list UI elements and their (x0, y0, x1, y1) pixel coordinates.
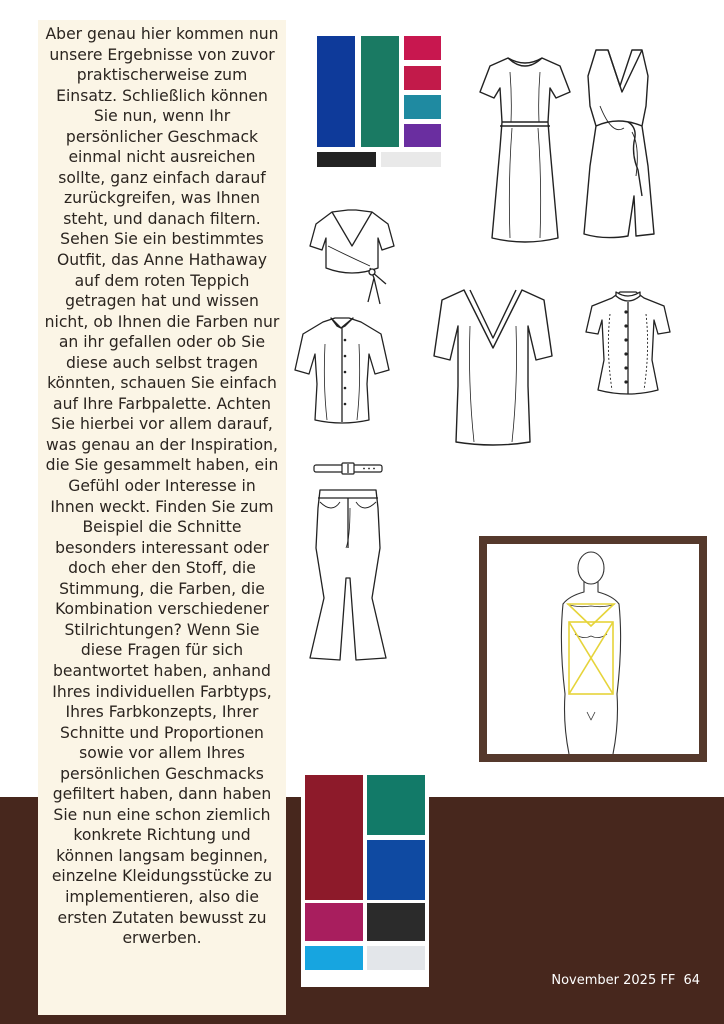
peplum-blouse-sketch (584, 290, 672, 398)
flare-jeans-sketch (306, 488, 390, 664)
swatch-pale-gray (367, 946, 425, 970)
swatch-green (367, 775, 425, 835)
belt-sketch (312, 461, 384, 475)
wrap-dress-sketch (578, 46, 660, 244)
swatch-teal (404, 95, 441, 119)
swatch-magenta (305, 903, 363, 941)
issue-label: November 2025 FF (551, 973, 676, 988)
page-number: 64 (683, 973, 700, 988)
swatch-emerald (361, 36, 399, 147)
swatch-light-gray (381, 152, 441, 167)
button-shirt-sketch (293, 314, 391, 426)
swatch-royal-blue (317, 36, 355, 147)
swatch-sky-blue (305, 946, 363, 970)
swatch-black (317, 152, 376, 167)
swatch-burgundy (305, 775, 363, 900)
page-footer (547, 973, 700, 988)
wrap-top-sketch (308, 206, 396, 308)
swatch-violet (404, 124, 441, 147)
article-text: Aber genau hier kommen nun unsere Ergebnisse von zuvor praktischerweise zum Einsatz. Schließlich können Sie nun, wenn Ihr persönlicher Geschmack einmal nicht ausreichen sollte, ganz einfach darauf zurückgreifen, was Ihnen steht, und danach filtern. Sehen Sie ein bestimmtes Outfit, das Anne Hathaway auf dem roten Teppich getragen hat und wissen nicht, ob Ihnen die Farben nur an ihr gefallen oder ob Sie diese auch selbst tragen könnten, schauen Sie einfach auf Ihre Farbpalette. Achten Sie hierbei vor allem darauf, was genau an der Inspiration, die Sie gesammelt haben, ein Gefühl oder Interesse in Ihnen weckt. Finden Sie zum Beispiel die Schnitte besonders interessant oder doch eher den Stoff, die Stimmung, die Farben, die Kombination verschiedener Stilrichtungen? Wenn Sie diese Fragen für sich beantwortet haben, anhand Ihres individuellen Farbtyps, Ihres Farbkonzepts, Ihrer Schnitte und Proportionen sowie vor allem Ihres persönlichen Geschmacks gefiltert haben, dann haben Sie nun eine schon ziemlich konkrete Richtung und können langsam beginnen, einzelne Kleidungsstücke zu implementieren, also die ersten Zutaten bewusst zu erwerben. (44, 25, 280, 948)
swatch-crimson (404, 66, 441, 90)
swatch-blue (367, 840, 425, 900)
figure-proportions-sketch (487, 544, 699, 754)
swatch-charcoal (367, 903, 425, 941)
sheath-dress-sketch (478, 52, 572, 248)
swatch-raspberry (404, 36, 441, 60)
v-neck-top-sketch (430, 286, 556, 446)
